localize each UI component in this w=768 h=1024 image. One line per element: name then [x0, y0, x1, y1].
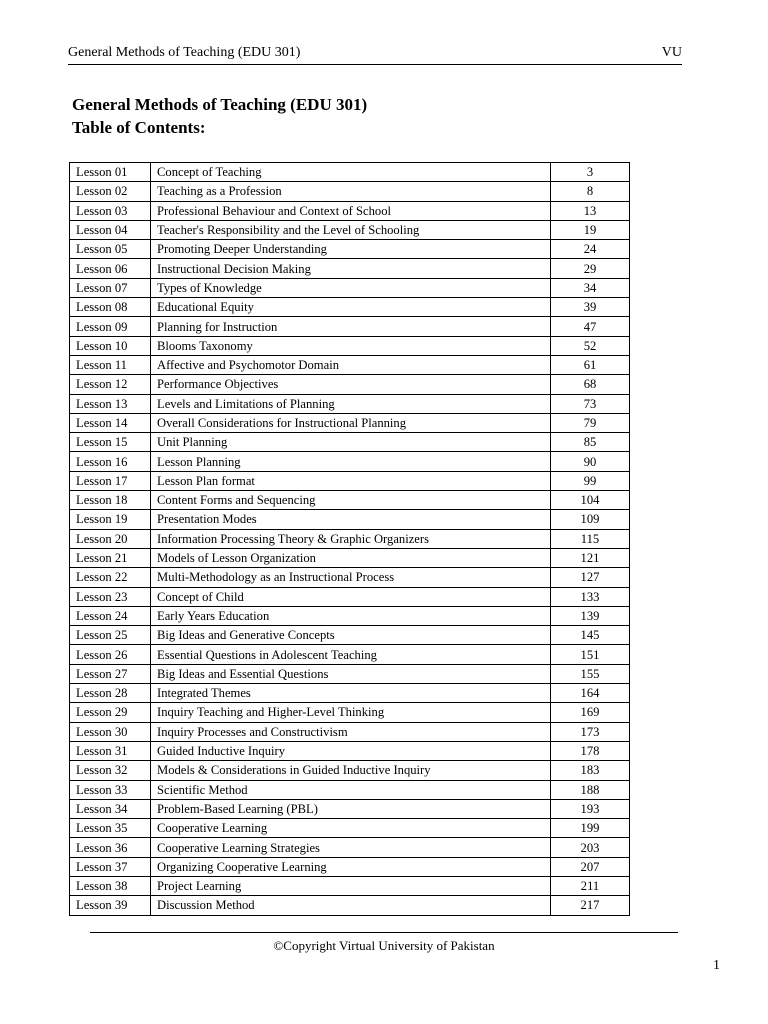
page-number-cell: 183: [551, 761, 630, 780]
lesson-topic-cell: Big Ideas and Generative Concepts: [151, 626, 551, 645]
page-number-cell: 139: [551, 606, 630, 625]
table-row: [70, 433, 630, 452]
table-row: [70, 298, 630, 317]
page-number-cell: 164: [551, 684, 630, 703]
lesson-number-cell: Lesson 03: [70, 201, 151, 220]
lesson-number-cell: Lesson 37: [70, 857, 151, 876]
table-row: [70, 220, 630, 239]
copyright-notice: ©Copyright Virtual University of Pakistan: [273, 938, 495, 953]
lesson-topic-cell: Teacher's Responsibility and the Level of Schooling: [151, 220, 551, 239]
lesson-topic-cell: Educational Equity: [151, 298, 551, 317]
page-number-cell: 13: [551, 201, 630, 220]
table-row: [70, 529, 630, 548]
table-of-contents: [69, 162, 630, 916]
table-row: [70, 838, 630, 857]
table-row: [70, 799, 630, 818]
running-header: [68, 44, 682, 65]
page-number-cell: 121: [551, 548, 630, 567]
lesson-number-cell: Lesson 27: [70, 664, 151, 683]
lesson-number-cell: Lesson 05: [70, 240, 151, 259]
lesson-number-cell: Lesson 09: [70, 317, 151, 336]
lesson-number-cell: Lesson 02: [70, 182, 151, 201]
page-number-cell: 173: [551, 722, 630, 741]
page-number-cell: 115: [551, 529, 630, 548]
lesson-topic-cell: Blooms Taxonomy: [151, 336, 551, 355]
lesson-number-cell: Lesson 28: [70, 684, 151, 703]
lesson-topic-cell: Project Learning: [151, 876, 551, 895]
lesson-number-cell: Lesson 32: [70, 761, 151, 780]
table-row: [70, 278, 630, 297]
table-row: [70, 317, 630, 336]
table-row: [70, 452, 630, 471]
table-row: [70, 722, 630, 741]
lesson-topic-cell: Information Processing Theory & Graphic Organizers: [151, 529, 551, 548]
lesson-topic-cell: Concept of Child: [151, 587, 551, 606]
table-row: [70, 645, 630, 664]
header-institution: VU: [661, 45, 682, 60]
page-number-cell: 145: [551, 626, 630, 645]
page-number-cell: 199: [551, 819, 630, 838]
lesson-number-cell: Lesson 22: [70, 568, 151, 587]
lesson-topic-cell: Performance Objectives: [151, 375, 551, 394]
page-number-cell: 79: [551, 413, 630, 432]
page-number-cell: 155: [551, 664, 630, 683]
lesson-number-cell: Lesson 14: [70, 413, 151, 432]
footer-rule: [90, 932, 678, 933]
lesson-topic-cell: Professional Behaviour and Context of School: [151, 201, 551, 220]
lesson-topic-cell: Levels and Limitations of Planning: [151, 394, 551, 413]
table-row: [70, 510, 630, 529]
lesson-topic-cell: Problem-Based Learning (PBL): [151, 799, 551, 818]
table-row: [70, 491, 630, 510]
lesson-number-cell: Lesson 10: [70, 336, 151, 355]
lesson-number-cell: Lesson 17: [70, 471, 151, 490]
page-number-cell: 203: [551, 838, 630, 857]
lesson-number-cell: Lesson 08: [70, 298, 151, 317]
table-row: [70, 394, 630, 413]
lesson-topic-cell: Discussion Method: [151, 896, 551, 915]
table-row: [70, 336, 630, 355]
lesson-number-cell: Lesson 39: [70, 896, 151, 915]
lesson-number-cell: Lesson 07: [70, 278, 151, 297]
lesson-number-cell: Lesson 24: [70, 606, 151, 625]
lesson-topic-cell: Models & Considerations in Guided Inductive Inquiry: [151, 761, 551, 780]
lesson-number-cell: Lesson 30: [70, 722, 151, 741]
page-number-cell: 151: [551, 645, 630, 664]
page-number-cell: 73: [551, 394, 630, 413]
page-number-cell: 34: [551, 278, 630, 297]
lesson-topic-cell: Promoting Deeper Understanding: [151, 240, 551, 259]
lesson-topic-cell: Guided Inductive Inquiry: [151, 741, 551, 760]
lesson-number-cell: Lesson 16: [70, 452, 151, 471]
table-row: [70, 684, 630, 703]
lesson-number-cell: Lesson 19: [70, 510, 151, 529]
lesson-number-cell: Lesson 31: [70, 741, 151, 760]
table-row: [70, 163, 630, 182]
page-number-cell: 85: [551, 433, 630, 452]
page-number-cell: 61: [551, 355, 630, 374]
page-number-cell: 127: [551, 568, 630, 587]
table-row: [70, 259, 630, 278]
toc-heading: Table of Contents:: [72, 118, 206, 137]
lesson-number-cell: Lesson 20: [70, 529, 151, 548]
lesson-topic-cell: Instructional Decision Making: [151, 259, 551, 278]
table-row: [70, 761, 630, 780]
table-row: [70, 201, 630, 220]
lesson-topic-cell: Cooperative Learning Strategies: [151, 838, 551, 857]
lesson-topic-cell: Unit Planning: [151, 433, 551, 452]
page-number-cell: 39: [551, 298, 630, 317]
lesson-topic-cell: Organizing Cooperative Learning: [151, 857, 551, 876]
table-row: [70, 587, 630, 606]
page-number-cell: 29: [551, 259, 630, 278]
lesson-topic-cell: Lesson Plan format: [151, 471, 551, 490]
lesson-topic-cell: Big Ideas and Essential Questions: [151, 664, 551, 683]
table-row: [70, 876, 630, 895]
lesson-topic-cell: Affective and Psychomotor Domain: [151, 355, 551, 374]
page-number-cell: 47: [551, 317, 630, 336]
table-row: [70, 355, 630, 374]
lesson-topic-cell: Presentation Modes: [151, 510, 551, 529]
table-row: [70, 896, 630, 915]
lesson-topic-cell: Overall Considerations for Instructional Planning: [151, 413, 551, 432]
lesson-number-cell: Lesson 25: [70, 626, 151, 645]
lesson-number-cell: Lesson 34: [70, 799, 151, 818]
lesson-number-cell: Lesson 11: [70, 355, 151, 374]
lesson-number-cell: Lesson 04: [70, 220, 151, 239]
page-number-cell: 3: [551, 163, 630, 182]
page-number-cell: 178: [551, 741, 630, 760]
lesson-topic-cell: Early Years Education: [151, 606, 551, 625]
table-row: [70, 182, 630, 201]
page-number-cell: 68: [551, 375, 630, 394]
lesson-number-cell: Lesson 35: [70, 819, 151, 838]
lesson-number-cell: Lesson 13: [70, 394, 151, 413]
lesson-number-cell: Lesson 26: [70, 645, 151, 664]
lesson-topic-cell: Teaching as a Profession: [151, 182, 551, 201]
table-row: [70, 664, 630, 683]
table-row: [70, 568, 630, 587]
title-block: [72, 93, 367, 139]
page-number-cell: 99: [551, 471, 630, 490]
lesson-topic-cell: Lesson Planning: [151, 452, 551, 471]
lesson-topic-cell: Types of Knowledge: [151, 278, 551, 297]
lesson-number-cell: Lesson 21: [70, 548, 151, 567]
page-number-cell: 133: [551, 587, 630, 606]
lesson-number-cell: Lesson 18: [70, 491, 151, 510]
page-number-cell: 104: [551, 491, 630, 510]
document-title: General Methods of Teaching (EDU 301): [72, 95, 368, 114]
header-course-title: General Methods of Teaching (EDU 301): [68, 45, 301, 60]
table-row: [70, 857, 630, 876]
page-number-cell: 217: [551, 896, 630, 915]
table-row: [70, 548, 630, 567]
toc-body: [70, 163, 630, 916]
page-number-cell: 193: [551, 799, 630, 818]
page-number-cell: 90: [551, 452, 630, 471]
page-number-cell: 52: [551, 336, 630, 355]
page-number-cell: 19: [551, 220, 630, 239]
table-row: [70, 413, 630, 432]
lesson-number-cell: Lesson 29: [70, 703, 151, 722]
table-row: [70, 471, 630, 490]
lesson-number-cell: Lesson 15: [70, 433, 151, 452]
lesson-topic-cell: Cooperative Learning: [151, 819, 551, 838]
page-number-cell: 8: [551, 182, 630, 201]
lesson-number-cell: Lesson 23: [70, 587, 151, 606]
page-number: 1: [713, 958, 720, 973]
page-number-cell: 109: [551, 510, 630, 529]
page-number-cell: 188: [551, 780, 630, 799]
page-number-cell: 24: [551, 240, 630, 259]
table-row: [70, 703, 630, 722]
lesson-topic-cell: Inquiry Processes and Constructivism: [151, 722, 551, 741]
lesson-topic-cell: Scientific Method: [151, 780, 551, 799]
lesson-number-cell: Lesson 12: [70, 375, 151, 394]
table-row: [70, 819, 630, 838]
lesson-topic-cell: Integrated Themes: [151, 684, 551, 703]
lesson-number-cell: Lesson 33: [70, 780, 151, 799]
table-row: [70, 741, 630, 760]
lesson-number-cell: Lesson 01: [70, 163, 151, 182]
page-number-cell: 169: [551, 703, 630, 722]
table-row: [70, 240, 630, 259]
lesson-number-cell: Lesson 38: [70, 876, 151, 895]
lesson-topic-cell: Multi-Methodology as an Instructional Process: [151, 568, 551, 587]
page-number-cell: 211: [551, 876, 630, 895]
lesson-topic-cell: Planning for Instruction: [151, 317, 551, 336]
lesson-topic-cell: Content Forms and Sequencing: [151, 491, 551, 510]
lesson-topic-cell: Concept of Teaching: [151, 163, 551, 182]
lesson-topic-cell: Models of Lesson Organization: [151, 548, 551, 567]
table-row: [70, 780, 630, 799]
table-row: [70, 375, 630, 394]
table-row: [70, 626, 630, 645]
lesson-number-cell: Lesson 36: [70, 838, 151, 857]
lesson-topic-cell: Essential Questions in Adolescent Teaching: [151, 645, 551, 664]
lesson-topic-cell: Inquiry Teaching and Higher-Level Thinking: [151, 703, 551, 722]
lesson-number-cell: Lesson 06: [70, 259, 151, 278]
page-number-cell: 207: [551, 857, 630, 876]
table-row: [70, 606, 630, 625]
